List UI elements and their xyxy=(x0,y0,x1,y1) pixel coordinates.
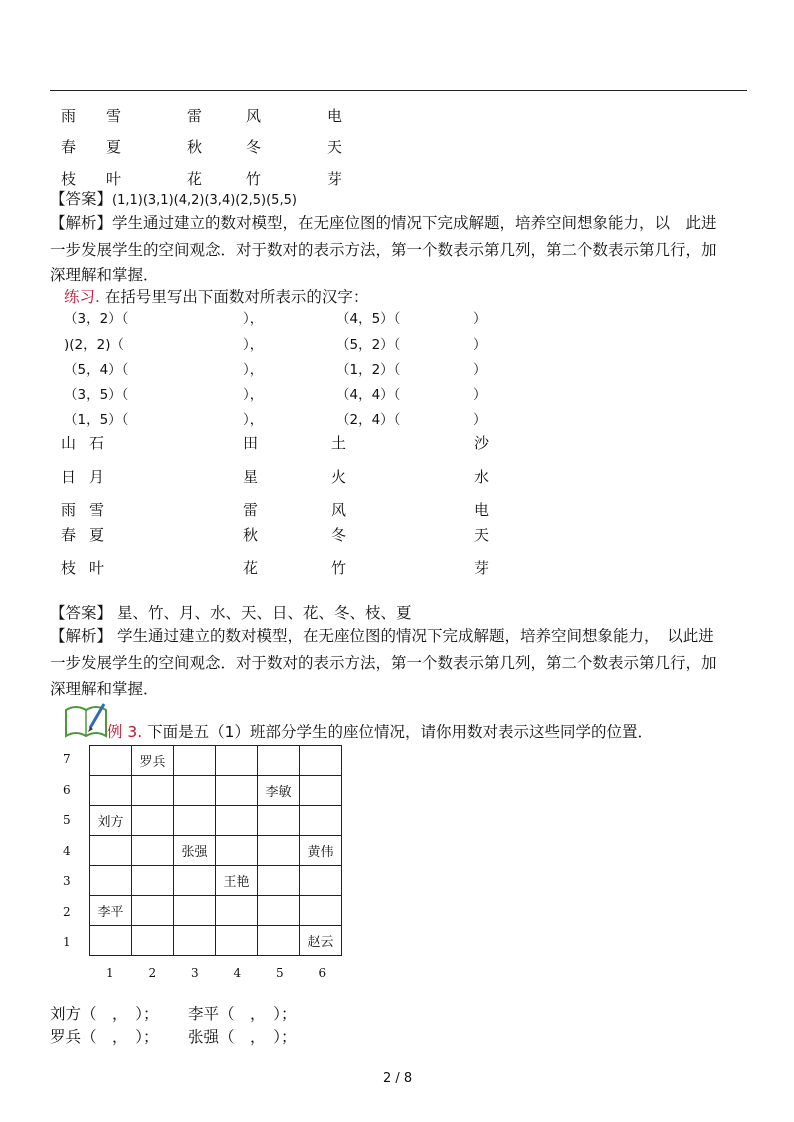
analysis-line: 学生通过建立的数对模型，在无座位图的情况下完成解题，培养空间想象能力，以 此进 xyxy=(112,214,717,232)
seat-cell xyxy=(216,806,258,836)
seat-cell xyxy=(216,746,258,776)
grid-char: 沙 xyxy=(474,434,490,452)
grid-char: 石 xyxy=(89,434,105,452)
grid-char: 芽 xyxy=(327,170,343,188)
pair-right-close: ） xyxy=(473,387,487,403)
seat-cell xyxy=(90,746,132,776)
grid-char: 冬 xyxy=(331,526,347,544)
grid-char: 夏 xyxy=(106,138,122,156)
fill-item: 张强（ ， ）； xyxy=(188,1028,297,1046)
seat-cell xyxy=(258,806,300,836)
column-label: 6 xyxy=(318,966,327,980)
grid-char: 花 xyxy=(243,559,259,577)
pair-right-close: ） xyxy=(473,412,487,428)
analysis-line: 一步发展学生的空间观念．对于数对的表示方法，第一个数表示第几列，第二个数表示第几行，加 xyxy=(50,654,717,672)
seat-cell xyxy=(174,896,216,926)
fill-item: 罗兵（ ， ）； xyxy=(50,1028,159,1046)
answer-1 xyxy=(50,188,297,212)
seat-row xyxy=(90,746,342,776)
seat-cell xyxy=(90,836,132,866)
answer-text: 星、竹、月、水、天、日、花、冬、枝、夏 xyxy=(116,604,412,622)
answer-2 xyxy=(50,602,411,624)
analysis-2 xyxy=(50,625,714,647)
answer-label: 【答案】 xyxy=(50,190,113,208)
example-text: 下面是五（1）班部分学生的座位情况，请你用数对表示这些同学的位置． xyxy=(147,723,654,741)
seat-cell xyxy=(174,776,216,806)
seat-cell xyxy=(216,896,258,926)
row-label: 5 xyxy=(63,813,71,827)
analysis-label: 【解析】 xyxy=(50,214,113,232)
seat-cell xyxy=(132,776,174,806)
grid-char: 风 xyxy=(331,501,347,519)
pair-left-close: ）， xyxy=(243,387,264,403)
pair-right-close: ） xyxy=(473,337,487,353)
analysis-label: 【解析】 xyxy=(50,627,113,645)
seat-cell xyxy=(90,926,132,956)
analysis-line: 学生通过建立的数对模型，在无座位图的情况下完成解题，培养空间想象能力， 以此进 xyxy=(116,627,714,645)
grid-char: 山 xyxy=(61,434,77,452)
practice-heading xyxy=(64,286,368,308)
pair-left: （1，5）（ xyxy=(64,412,129,428)
pair-left-close: ）， xyxy=(243,362,264,378)
seat-cell-student: 李平 xyxy=(90,896,132,926)
column-label: 2 xyxy=(148,966,157,980)
row-label: 2 xyxy=(63,904,71,919)
seat-cell xyxy=(132,806,174,836)
pair-right: （5，2）（ xyxy=(336,337,401,353)
seat-row xyxy=(90,806,342,836)
grid-char: 风 xyxy=(246,107,262,125)
grid-char: 枝 xyxy=(61,559,77,577)
seat-cell xyxy=(216,926,258,956)
seat-cell xyxy=(216,836,258,866)
pair-right-close: ） xyxy=(473,362,487,378)
row-label: 7 xyxy=(63,752,71,766)
grid-char: 雷 xyxy=(243,501,259,519)
seat-cell xyxy=(132,926,174,956)
seat-grid xyxy=(89,745,342,956)
practice-label: 练习. xyxy=(64,288,100,306)
seat-cell xyxy=(174,806,216,836)
fill-item: 李平（ ， ）； xyxy=(188,1005,297,1023)
practice-text: 在括号里写出下面数对所表示的汉字： xyxy=(104,288,369,306)
grid-char: 春 xyxy=(61,138,77,156)
grid-char: 日 xyxy=(61,468,77,486)
seat-cell xyxy=(90,776,132,806)
pair-right: （2，4）（ xyxy=(336,412,401,428)
grid-char: 雨 xyxy=(61,501,77,519)
seat-row xyxy=(90,926,342,956)
seat-cell-student: 刘方 xyxy=(90,806,132,836)
seat-cell xyxy=(300,746,342,776)
seat-cell xyxy=(174,746,216,776)
grid-char: 星 xyxy=(243,468,259,486)
grid-char: 芽 xyxy=(474,559,490,577)
grid-char: 电 xyxy=(327,107,343,125)
pair-left: （5，4）（ xyxy=(64,362,129,378)
seat-cell-student: 李敏 xyxy=(258,776,300,806)
grid-char: 雪 xyxy=(89,501,105,519)
pair-left-close: ）， xyxy=(243,311,264,327)
grid-char: 叶 xyxy=(89,559,105,577)
seat-cell xyxy=(258,896,300,926)
page-number: 2 / 8 xyxy=(383,1071,413,1086)
seat-cell xyxy=(258,926,300,956)
row-label: 3 xyxy=(63,874,71,888)
seat-cell xyxy=(300,776,342,806)
grid-char: 土 xyxy=(331,434,347,452)
pair-left: （3，2）（ xyxy=(64,311,129,327)
seat-row xyxy=(90,776,342,806)
grid-char: 竹 xyxy=(246,170,262,188)
grid-char: 秋 xyxy=(187,138,203,156)
seat-cell-student: 赵云 xyxy=(300,926,342,956)
pair-right-close: ） xyxy=(473,311,487,327)
seat-cell-student: 罗兵 xyxy=(132,746,174,776)
seat-cell xyxy=(132,836,174,866)
seat-cell xyxy=(258,836,300,866)
grid-char: 月 xyxy=(89,468,105,486)
analysis-line: 深理解和掌握． xyxy=(50,266,159,284)
row-label: 1 xyxy=(63,935,71,949)
grid-char: 春 xyxy=(61,526,77,544)
grid-char: 花 xyxy=(187,170,203,188)
seat-row xyxy=(90,866,342,896)
pair-left: )(2，2)（ xyxy=(64,337,124,353)
column-label: 5 xyxy=(276,966,284,980)
grid-char: 田 xyxy=(243,434,259,452)
grid-char: 雪 xyxy=(106,107,122,125)
pair-left-close: ）， xyxy=(243,412,264,428)
fill-item: 刘方（ ， ）； xyxy=(50,1005,159,1023)
seat-cell xyxy=(90,866,132,896)
answer-text: (1,1)(3,1)(4,2)(3,4)(2,5)(5,5) xyxy=(112,193,297,208)
seat-cell xyxy=(258,866,300,896)
grid-char: 天 xyxy=(474,526,490,544)
seat-row xyxy=(90,836,342,866)
answer-label: 【答案】 xyxy=(50,604,113,622)
pair-right: （4，5）（ xyxy=(336,311,401,327)
row-label: 6 xyxy=(63,782,71,797)
seat-cell-student: 张强 xyxy=(174,836,216,866)
seat-cell xyxy=(174,926,216,956)
grid-char: 竹 xyxy=(331,559,347,577)
seat-cell xyxy=(132,866,174,896)
seat-cell-student: 王艳 xyxy=(216,866,258,896)
grid-char: 秋 xyxy=(243,526,259,544)
pair-left: （3，5）（ xyxy=(64,387,129,403)
seat-cell-student: 黄伟 xyxy=(300,836,342,866)
analysis-line: 一步发展学生的空间观念．对于数对的表示方法，第一个数表示第几列，第二个数表示第几行，加 xyxy=(50,241,717,259)
seat-cell xyxy=(258,746,300,776)
seat-cell xyxy=(300,896,342,926)
seat-cell xyxy=(132,896,174,926)
notebook-pencil-icon xyxy=(64,700,108,744)
grid-char: 雷 xyxy=(187,107,203,125)
grid-char: 叶 xyxy=(106,170,122,188)
seat-row xyxy=(90,896,342,926)
grid-char: 水 xyxy=(474,468,490,486)
seat-cell xyxy=(174,866,216,896)
grid-char: 火 xyxy=(331,468,347,486)
seat-cell xyxy=(300,866,342,896)
column-label: 3 xyxy=(191,966,199,980)
pair-right: （4，4）（ xyxy=(336,387,401,403)
seat-cell xyxy=(216,776,258,806)
grid-char: 夏 xyxy=(89,526,105,544)
example-label: 例 3. xyxy=(107,723,143,741)
pair-left-close: ）， xyxy=(243,337,264,353)
analysis-line: 深理解和掌握． xyxy=(50,680,159,698)
grid-char: 枝 xyxy=(61,170,77,188)
column-label: 1 xyxy=(106,966,114,980)
grid-char: 雨 xyxy=(61,107,77,125)
analysis-1 xyxy=(50,212,717,234)
header-rule xyxy=(50,90,747,91)
column-label: 4 xyxy=(233,966,242,980)
example-3-heading xyxy=(107,721,653,743)
pair-right: （1，2）（ xyxy=(336,362,401,378)
seat-cell xyxy=(300,806,342,836)
row-label: 4 xyxy=(63,843,71,858)
fill-line xyxy=(50,1026,159,1048)
grid-char: 电 xyxy=(474,501,490,519)
fill-line xyxy=(50,1003,159,1025)
grid-char: 冬 xyxy=(246,138,262,156)
grid-char: 天 xyxy=(327,138,343,156)
